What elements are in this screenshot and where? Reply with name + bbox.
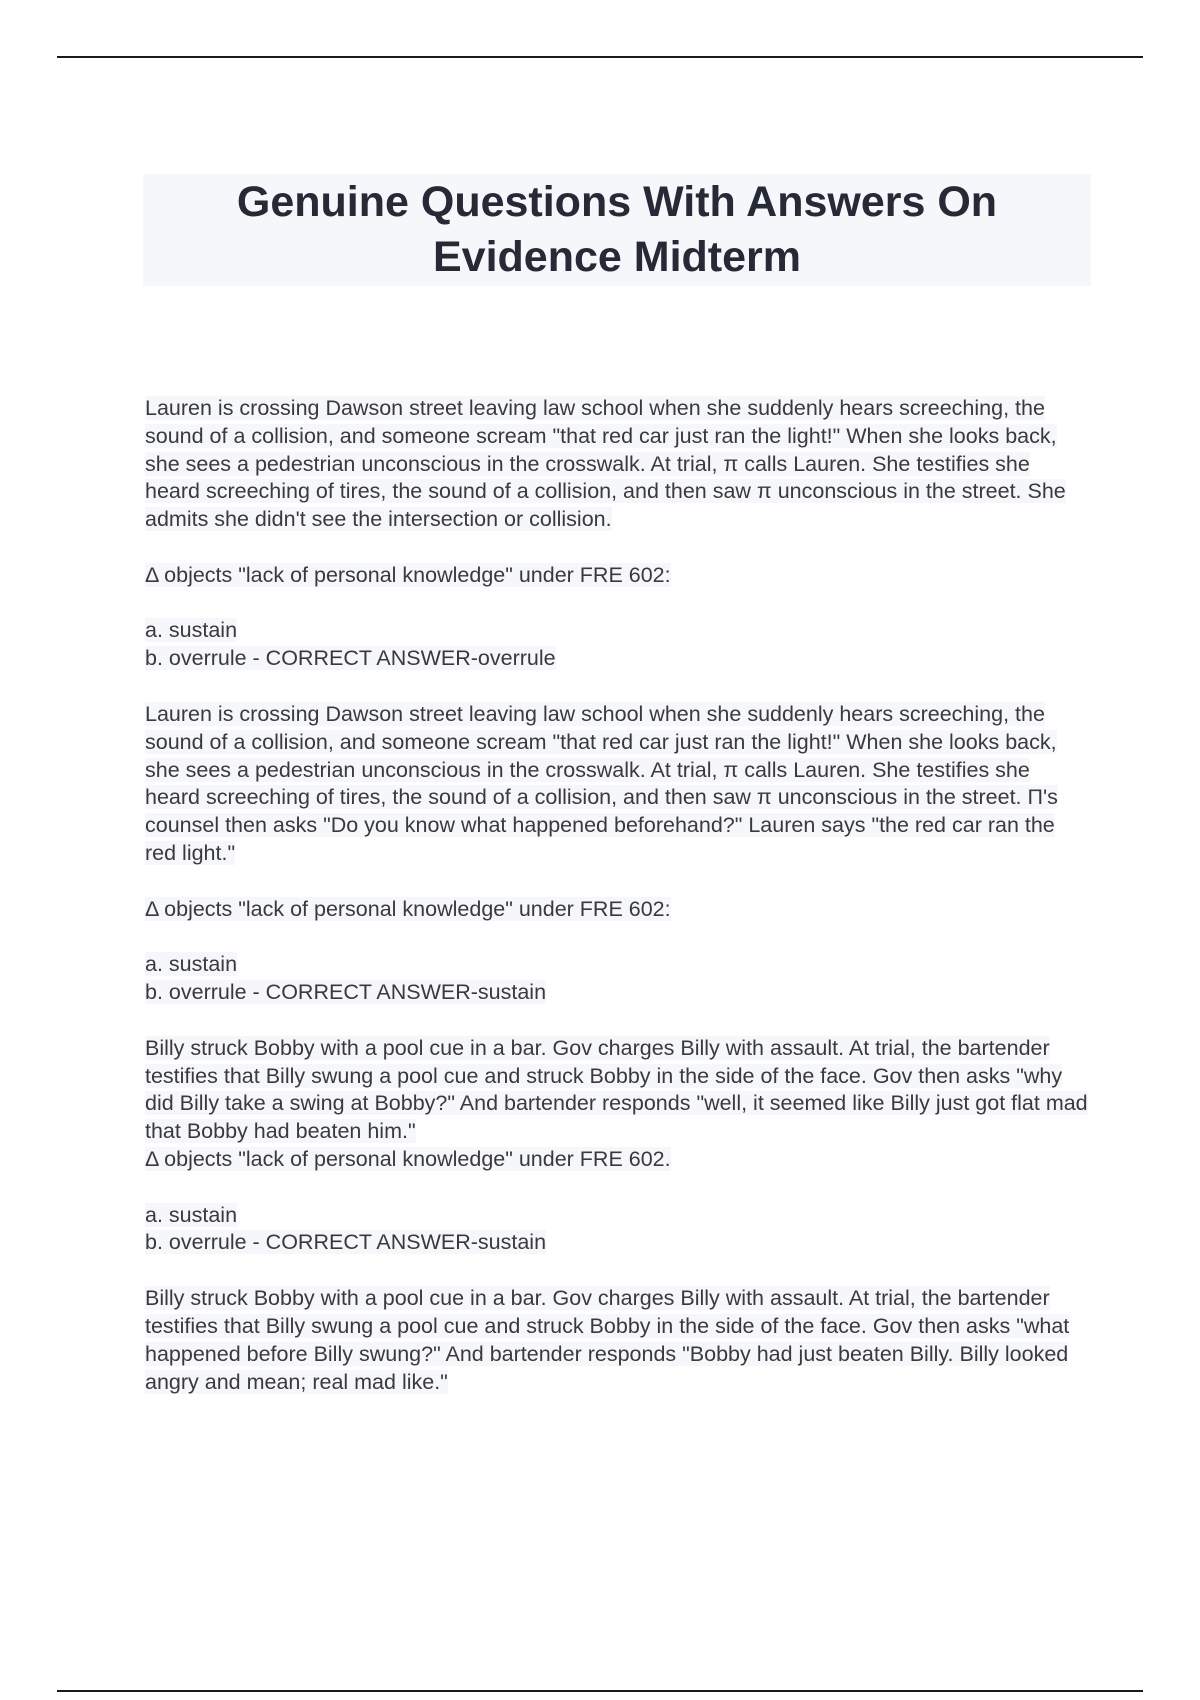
question-block-1 — [145, 395, 1090, 673]
question-block-4 — [145, 1285, 1090, 1396]
question-text: Billy struck Bobby with a pool cue in a bar. Gov charges Billy with assault. At trial, the bartender testifies that Billy swung a pool cue and struck Bobby in the side of the face. Gov then asks "why did Billy take a swing at Bobby?" And bartender responds "well, it seemed like Billy just got flat mad that Bobby had beaten him." — [145, 1035, 1088, 1144]
option-a: a. sustain — [145, 618, 238, 643]
objection-prompt: Δ objects "lack of personal knowledge" under FRE 602: — [145, 896, 671, 921]
question-text: Lauren is crossing Dawson street leaving law school when she suddenly hears screeching, the sound of a collision, and someone scream "that red car just ran the light!" When she looks back, she sees a pedestrian unconscious in the crosswalk. At trial, π calls Lauren. She testifies she heard screeching of tires, the sound of a collision, and then saw π unconscious in the street. Π's counsel then asks "Do you know what happened beforehand?" Lauren says "the red car ran the red light." — [145, 701, 1058, 865]
document-body — [145, 395, 1090, 1424]
option-a: a. sustain — [145, 1202, 238, 1227]
option-b-answer: b. overrule - CORRECT ANSWER-overrule — [145, 646, 556, 671]
question-block-2 — [145, 701, 1090, 1007]
question-text: Billy struck Bobby with a pool cue in a bar. Gov charges Billy with assault. At trial, the bartender testifies that Billy swung a pool cue and struck Bobby in the side of the face. Gov then asks "what happened before Billy swung?" And bartender responds "Bobby had just beaten Billy. Billy looked angry and mean; real mad like." — [145, 1286, 1070, 1394]
option-a: a. sustain — [145, 952, 238, 977]
title-banner — [143, 174, 1091, 286]
footer-rule — [57, 1690, 1143, 1692]
objection-prompt: Δ objects "lack of personal knowledge" under FRE 602. — [145, 1146, 671, 1171]
option-b-answer: b. overrule - CORRECT ANSWER-sustain — [145, 1230, 547, 1255]
document-title: Genuine Questions With Answers On Evidence Midterm — [236, 178, 998, 281]
header-rule — [57, 56, 1143, 58]
question-text: Lauren is crossing Dawson street leaving law school when she suddenly hears screeching, the sound of a collision, and someone scream "that red car just ran the light!" When she looks back, she sees a pedestrian unconscious in the crosswalk. At trial, π calls Lauren. She testifies she heard screeching of tires, the sound of a collision, and then saw π unconscious in the street. She admits she didn't see the intersection or collision. — [145, 396, 1066, 532]
question-block-3 — [145, 1035, 1090, 1257]
objection-prompt: Δ objects "lack of personal knowledge" under FRE 602: — [145, 562, 671, 587]
option-b-answer: b. overrule - CORRECT ANSWER-sustain — [145, 979, 547, 1004]
